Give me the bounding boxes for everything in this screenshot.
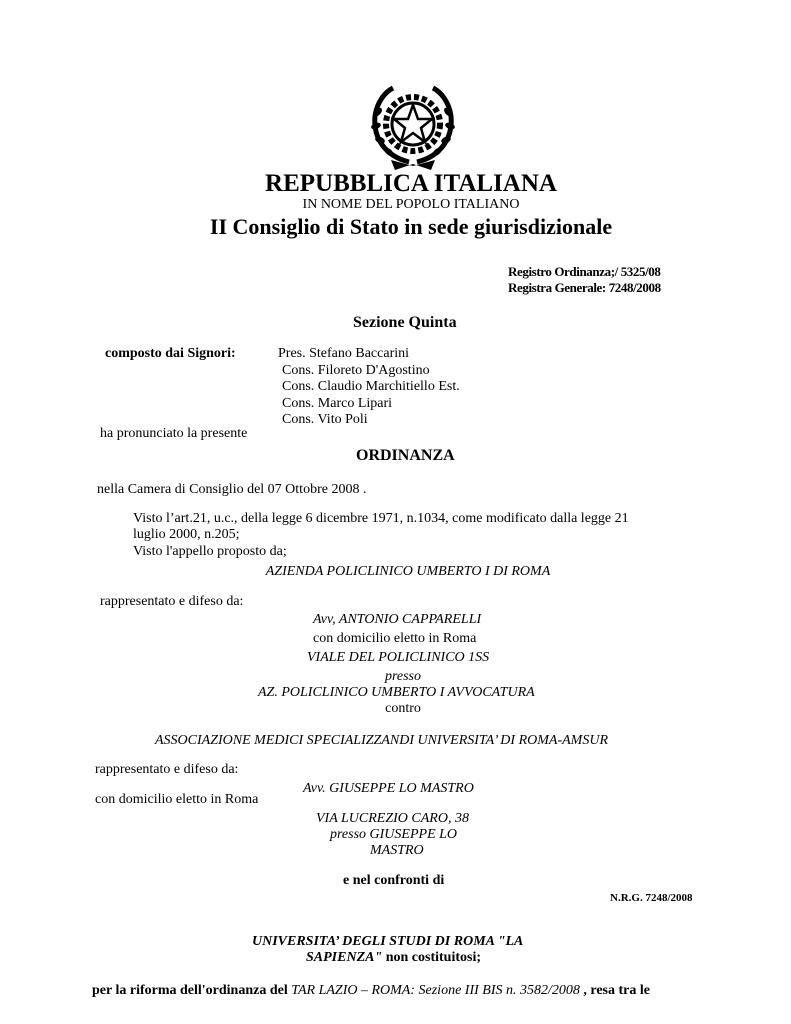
- university-status: non costituitosi;: [382, 950, 482, 965]
- university-name-end: SAPIENZA": [306, 950, 383, 965]
- respondent-presso: presso GIUSEPPE LO: [330, 827, 458, 842]
- composition-label: composto dai Signori:: [105, 346, 236, 361]
- contro-text: contro: [385, 701, 421, 716]
- member-3: Cons. Claudio Marchitiello Est.: [282, 379, 460, 394]
- people-subtitle: IN NOME DEL POPOLO ITALIANO: [302, 197, 520, 212]
- member-4: Cons. Marco Lipari: [282, 396, 393, 411]
- appellant-represented: rappresentato e difeso da:: [100, 594, 244, 609]
- riforma-line: [92, 983, 650, 999]
- appellant-name: AZIENDA POLICLINICO UMBERTO I DI ROMA: [265, 564, 551, 579]
- member-5: Cons. Vito Poli: [282, 412, 368, 427]
- respondent-lawyer: Avv. GIUSEPPE LO MASTRO: [303, 781, 474, 796]
- appellant-domicile: con domicilio eletto in Roma: [313, 631, 477, 646]
- section-title: Sezione Quinta: [353, 314, 457, 331]
- republic-title: REPUBBLICA ITALIANA: [265, 170, 557, 197]
- member-president: Pres. Stefano Baccarini: [278, 346, 410, 361]
- appellant-office: AZ. POLICLINICO UMBERTO I AVVOCATURA: [258, 685, 535, 700]
- respondent-represented: rappresentato e difeso da:: [95, 762, 239, 777]
- appellant-presso: presso: [384, 669, 422, 684]
- appellant-lawyer: Avv, ANTONIO CAPPARELLI: [313, 612, 482, 627]
- university-line-1: UNIVERSITA’ DEGLI STUDI DI ROMA "LA: [252, 934, 524, 949]
- pronounced-text: ha pronunciato la presente: [100, 426, 248, 441]
- riforma-pre: per la riforma dell'ordinanza del: [92, 983, 292, 998]
- council-title: II Consiglio di Stato in sede giurisdizionale: [209, 214, 613, 239]
- visto-line-3: Visto l'appello proposto da;: [133, 544, 287, 559]
- registry-generale: Registra Generale: 7248/2008: [508, 280, 661, 295]
- respondent-presso-2: MASTRO: [370, 843, 424, 858]
- riforma-post: , resa tra le: [579, 983, 650, 998]
- riforma-court: TAR LAZIO – ROMA: Sezione III BIS n. 3582/2008: [291, 983, 580, 998]
- respondent-address: VIA LUCREZIO CARO, 38: [316, 811, 469, 826]
- appellant-address: VIALE DEL POLICLINICO 1SS: [307, 650, 490, 665]
- university-line-2: [306, 950, 481, 966]
- italian-republic-emblem-icon: [369, 82, 457, 172]
- visto-line-1: Visto l’art.21, u.c., della legge 6 dicembre 1971, n.1034, come modificato dalla legge 21: [133, 511, 629, 526]
- respondent-domicile: con domicilio eletto in Roma: [95, 792, 259, 807]
- visto-line-2: luglio 2000, n.205;: [133, 527, 240, 542]
- registry-ordinanza: Registro Ordinanza;/ 5325/08: [508, 264, 661, 279]
- confronti-text: e nel confronti di: [343, 873, 445, 888]
- camera-line: nella Camera di Consiglio del 07 Ottobre 2008 .: [97, 482, 367, 497]
- nrg-number: N.R.G. 7248/2008: [610, 892, 693, 904]
- member-2: Cons. Filoreto D'Agostino: [282, 363, 430, 378]
- ordinanza-title: ORDINANZA: [356, 447, 455, 464]
- respondent-name: ASSOCIAZIONE MEDICI SPECIALIZZANDI UNIVERSITA’ DI ROMA-AMSUR: [155, 733, 608, 748]
